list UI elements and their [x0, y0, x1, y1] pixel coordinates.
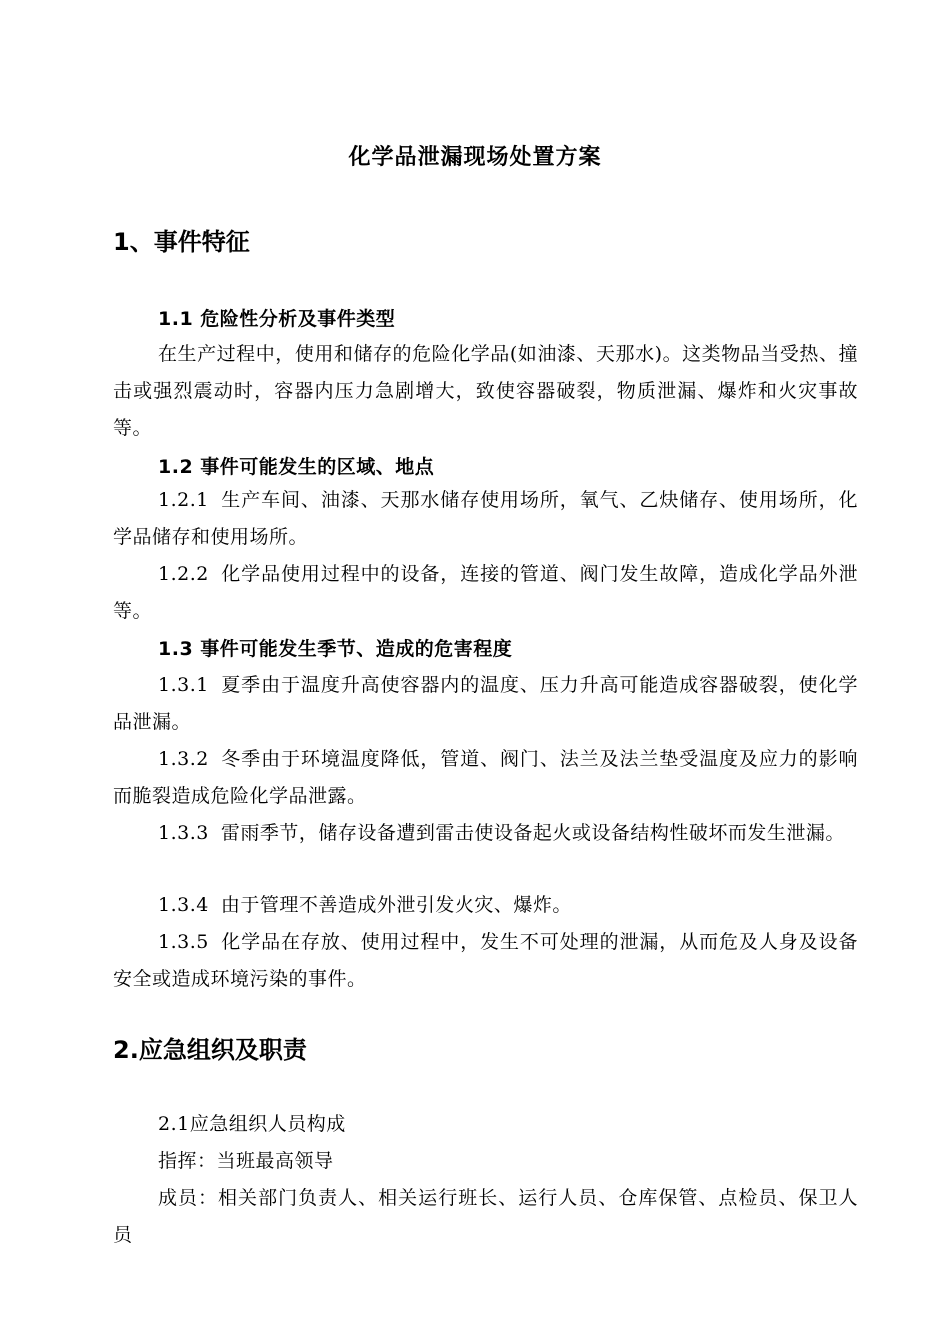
section-1-3-heading: 1.3 事件可能发生季节、造成的危害程度: [158, 638, 513, 660]
item-text: 化学品在存放、使用过程中，发生不可处理的泄漏，从而危及人身及设备安全或造成环境污染的事件。: [113, 931, 858, 990]
item-1-2-2: [113, 556, 858, 630]
item-1-3-1: [113, 667, 858, 741]
item-text: 生产车间、油漆、天那水储存使用场所，氧气、乙炔储存、使用场所，化学品储存和使用场所。: [113, 489, 858, 548]
item-text: 化学品使用过程中的设备，连接的管道、阀门发生故障，造成化学品外泄等。: [113, 563, 858, 622]
item-number: 1.3.3: [158, 822, 209, 844]
item-1-2-1: [113, 482, 858, 556]
section-1-heading: 1、事件特征: [113, 228, 250, 256]
item-text: 冬季由于环境温度降低，管道、阀门、法兰及法兰垫受温度及应力的影响而脆裂造成危险化学品泄露。: [113, 748, 858, 807]
section-1-1-text: 在生产过程中，使用和储存的危险化学品(如油漆、天那水)。这类物品当受热、撞击或强烈震动时，容器内压力急剧增大，致使容器破裂，物质泄漏、爆炸和火灾事故等。: [113, 343, 858, 439]
item-number: 1.3.1: [158, 674, 209, 696]
command-line: 指挥：当班最高领导: [158, 1150, 334, 1172]
item-1-3-4: [113, 887, 858, 924]
item-1-3-2: [113, 741, 858, 815]
item-number: 1.2.1: [158, 489, 209, 511]
item-number: 1.3.5: [158, 931, 209, 953]
item-text: 夏季由于温度升高使容器内的温度、压力升高可能造成容器破裂，使化学品泄漏。: [113, 674, 858, 733]
item-1-3-3: [113, 815, 858, 852]
section-2-heading: 2.应急组织及职责: [113, 1036, 307, 1064]
item-text: 雷雨季节，储存设备遭到雷击使设备起火或设备结构性破坏而发生泄漏。: [220, 822, 845, 844]
section-2-1-heading: 2.1应急组织人员构成: [158, 1113, 346, 1135]
item-number: 1.3.2: [158, 748, 209, 770]
item-number: 1.2.2: [158, 563, 209, 585]
members-line: 成员：相关部门负责人、相关运行班长、运行人员、仓库保管、点检员、保卫人员: [113, 1187, 858, 1246]
section-1-1-heading: 1.1 危险性分析及事件类型: [158, 308, 396, 330]
item-text: 由于管理不善造成外泄引发火灾、爆炸。: [220, 894, 572, 916]
section-1-2-heading: 1.2 事件可能发生的区域、地点: [158, 456, 435, 478]
item-1-3-5: [113, 924, 858, 998]
document-title: 化学品泄漏现场处置方案: [348, 144, 602, 170]
item-number: 1.3.4: [158, 894, 209, 916]
